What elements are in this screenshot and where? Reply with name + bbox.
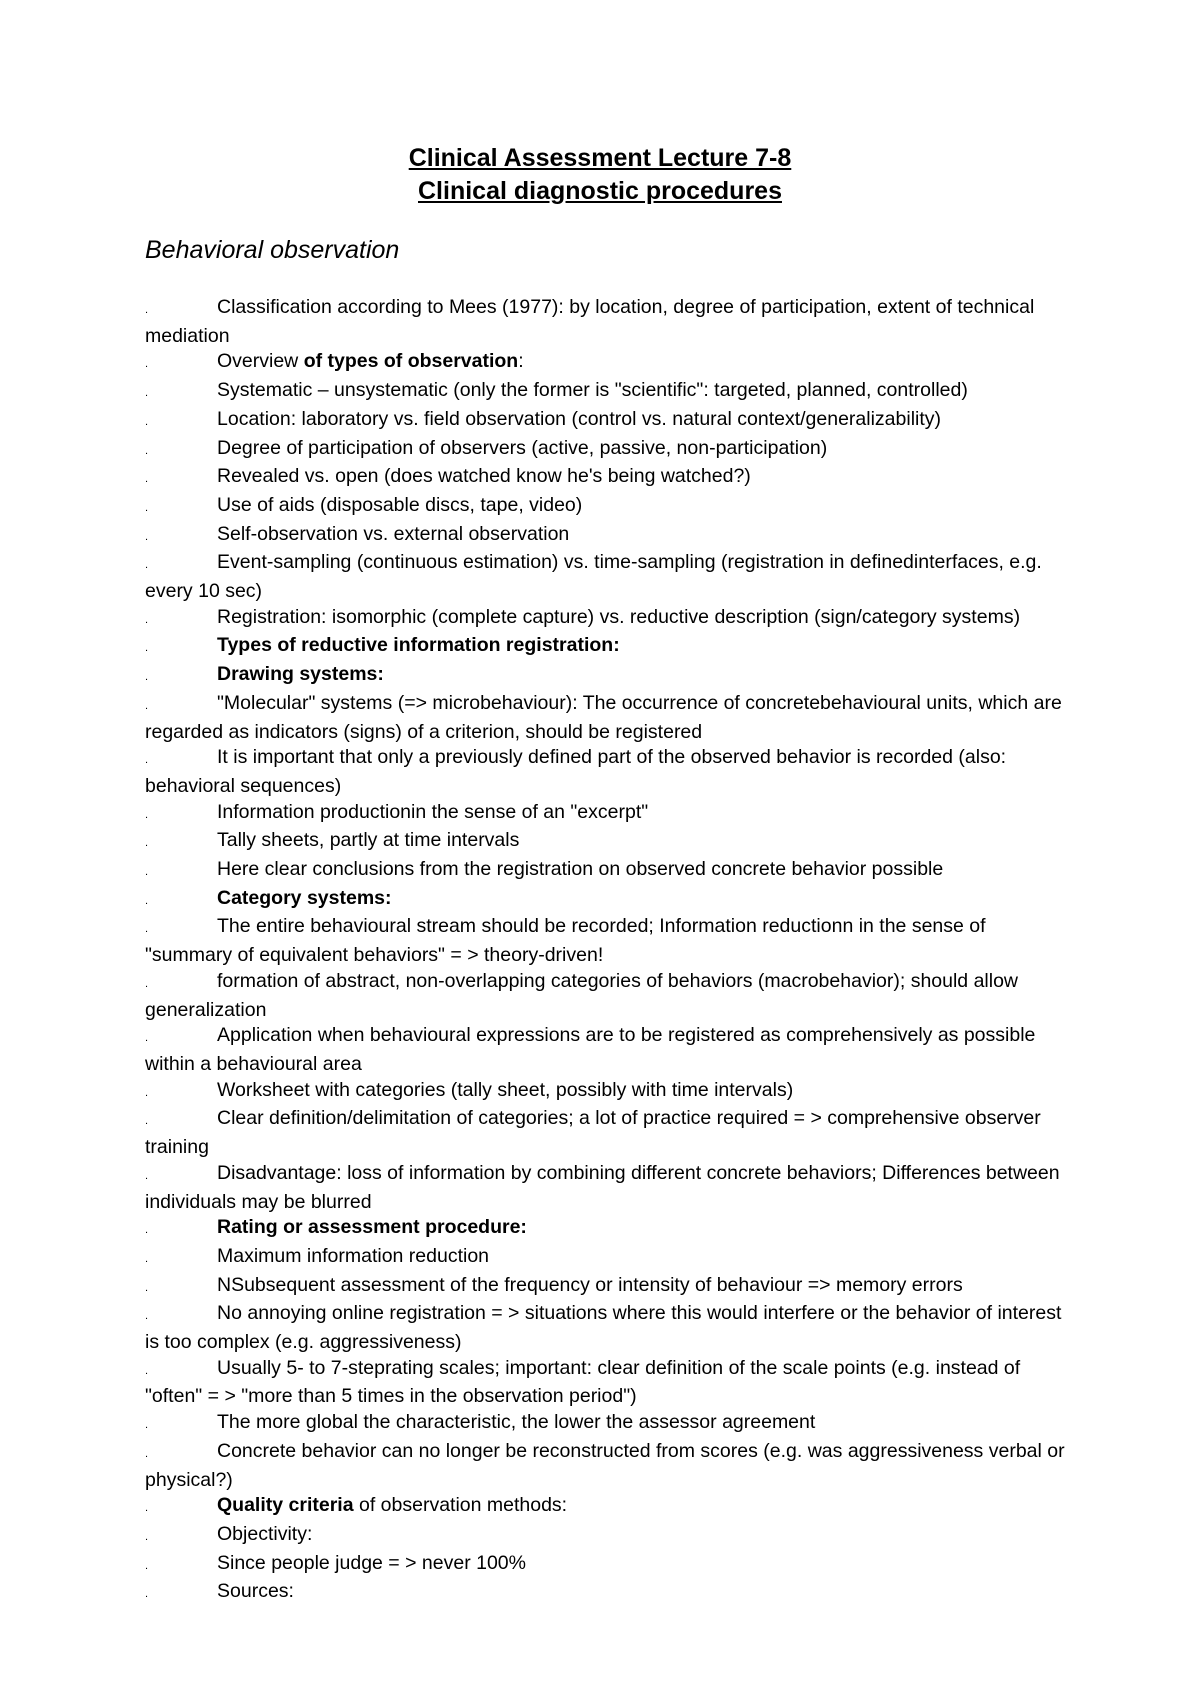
- bullet-marker: .: [145, 671, 149, 684]
- list-item-text: Tally sheets, partly at time intervals: [217, 829, 520, 852]
- list-item-text: formation of abstract, non-overlapping categories of behaviors (macrobehavior); should allow generalization: [145, 969, 1024, 1021]
- list-item: [145, 1439, 1070, 1493]
- list-item: [145, 1579, 1070, 1608]
- list-item: [145, 886, 1070, 915]
- bullet-marker: .: [145, 1115, 149, 1128]
- list-item-text: Revealed vs. open (does watched know he's being watched?): [217, 465, 751, 488]
- list-item: [145, 522, 1070, 551]
- list-item: [145, 800, 1070, 829]
- list-item-text: Usually 5- to 7-steprating scales; important: clear definition of the scale points (e.g. instead of "often" = > "more than 5 times in the observation period"): [145, 1356, 1026, 1408]
- list-item: [145, 1244, 1070, 1273]
- list-item-text: Degree of participation of observers (active, passive, non-participation): [217, 436, 828, 459]
- list-item: [145, 1410, 1070, 1439]
- bullet-marker: .: [145, 642, 149, 655]
- list-item: [145, 745, 1070, 799]
- list-item-text: No annoying online registration = > situations where this would interfere or the behavior of interest is too complex (e.g. aggressiveness): [145, 1302, 1067, 1354]
- list-item-text: The more global the characteristic, the lower the assessor agreement: [217, 1411, 816, 1434]
- bullet-marker: .: [145, 1224, 149, 1237]
- bullet-marker: .: [145, 613, 149, 626]
- list-item: [145, 605, 1070, 634]
- bullet-marker: .: [145, 1086, 149, 1099]
- bullet-marker: .: [145, 1252, 149, 1265]
- bullet-marker: .: [145, 866, 149, 879]
- list-item-text: Overview: [217, 350, 304, 373]
- bullet-marker: .: [145, 415, 149, 428]
- bullet-marker: .: [145, 387, 149, 400]
- bullet-marker: .: [145, 1588, 149, 1601]
- list-item-text: :: [518, 350, 524, 373]
- bullet-marker: .: [145, 1310, 149, 1323]
- list-item-text: It is important that only a previously defined part of the observed behavior is recorded (also: behavioral sequences): [145, 746, 1012, 797]
- list-item-text: Event-sampling (continuous estimation) vs. time-sampling (registration in definedinterfaces, e.g. every 10 sec): [145, 551, 1048, 603]
- list-item-text: Location: laboratory vs. field observation (control vs. natural context/generalizability): [217, 407, 942, 430]
- list-item: [145, 691, 1070, 745]
- list-item: [145, 550, 1070, 604]
- bullet-marker: .: [145, 1447, 149, 1460]
- list-item: [145, 1301, 1070, 1355]
- list-item: [145, 969, 1070, 1023]
- list-item: [145, 378, 1070, 407]
- bullet-marker: .: [145, 837, 149, 850]
- bullet-marker: .: [145, 1364, 149, 1377]
- bullet-marker: .: [145, 559, 149, 572]
- list-item-text: Category systems:: [217, 886, 392, 909]
- bullet-marker: .: [145, 699, 149, 712]
- bullet-marker: .: [145, 1169, 149, 1182]
- list-item-text: Registration: isomorphic (complete capture) vs. reductive description (sign/category systems): [217, 605, 1021, 628]
- list-item-text: Application when behavioural expressions are to be registered as comprehensively as possible within a behavioural area: [145, 1024, 1041, 1075]
- list-item-text: Here clear conclusions from the registration on observed concrete behavior possible: [217, 858, 944, 881]
- bullet-marker: .: [145, 923, 149, 936]
- bullet-marker: .: [145, 530, 149, 543]
- section-heading: Behavioral observation: [145, 236, 400, 264]
- list-item-text: Sources:: [217, 1580, 294, 1603]
- list-item-text: "Molecular" systems (=> microbehaviour): The occurrence of concretebehavioural units, which are regarded as indicators (signs) of a criterion, should be registered: [145, 691, 1068, 743]
- list-item: [145, 436, 1070, 465]
- list-item: [145, 407, 1070, 436]
- bullet-marker: .: [145, 1281, 149, 1294]
- document-subtitle: Clinical diagnostic procedures: [418, 177, 782, 205]
- list-item-text: Concrete behavior can no longer be reconstructed from scores (e.g. was aggressiveness verbal or physical?): [145, 1439, 1071, 1491]
- list-item-text: Use of aids (disposable discs, tape, video): [217, 493, 583, 516]
- title-block: [0, 142, 1200, 208]
- list-item: [145, 633, 1070, 662]
- bullet-marker: .: [145, 808, 149, 821]
- list-item-text: The entire behavioural stream should be recorded; Information reductionn in the sense of "summary of equivalent behaviors" = > theory-driven!: [145, 915, 991, 967]
- list-item: [145, 349, 1070, 378]
- list-item: [145, 1356, 1070, 1410]
- list-item: [145, 1023, 1070, 1077]
- list-item-text: of types of observation: [303, 350, 519, 373]
- list-item: [145, 828, 1070, 857]
- bullet-marker: .: [145, 1419, 149, 1432]
- bullet-marker: .: [145, 473, 149, 486]
- bullet-marker: .: [145, 1530, 149, 1543]
- list-item: [145, 1551, 1070, 1580]
- list-item: [145, 1273, 1070, 1302]
- bullet-marker: .: [145, 501, 149, 514]
- list-item-text: Disadvantage: loss of information by combining different concrete behaviors; Differences between individuals may be blurred: [145, 1161, 1066, 1213]
- list-item-text: Systematic – unsystematic (only the former is "scientific": targeted, planned, controlled): [217, 379, 968, 402]
- list-item-text: Drawing systems:: [217, 663, 384, 686]
- list-item: [145, 1106, 1070, 1160]
- list-item: [145, 857, 1070, 886]
- list-item-text: Information productionin the sense of an "excerpt": [217, 800, 649, 823]
- list-item-text: Types of reductive information registration:: [217, 634, 620, 657]
- bullet-list: [145, 295, 1070, 1608]
- bullet-marker: .: [145, 1032, 149, 1045]
- list-item-text: Since people judge = > never 100%: [217, 1551, 526, 1574]
- list-item: [145, 295, 1070, 349]
- list-item-text: Objectivity:: [217, 1522, 313, 1545]
- list-item: [145, 1522, 1070, 1551]
- list-item: [145, 1161, 1070, 1215]
- list-item: [145, 1215, 1070, 1244]
- list-item-text: Worksheet with categories (tally sheet, possibly with time intervals): [217, 1078, 794, 1101]
- list-item-text: of observation methods:: [353, 1494, 568, 1517]
- bullet-marker: .: [145, 754, 149, 767]
- bullet-marker: .: [145, 1559, 149, 1572]
- bullet-marker: .: [145, 894, 149, 907]
- list-item-text: NSubsequent assessment of the frequency or intensity of behaviour => memory errors: [217, 1273, 963, 1296]
- list-item: [145, 662, 1070, 691]
- list-item-text: Self-observation vs. external observation: [217, 522, 570, 545]
- bullet-marker: .: [145, 977, 149, 990]
- list-item: [145, 464, 1070, 493]
- bullet-marker: .: [145, 1502, 149, 1515]
- list-item-text: Classification according to Mees (1977): by location, degree of participation, extent of technical mediation: [145, 296, 1040, 347]
- list-item: [145, 1078, 1070, 1107]
- list-item-text: Rating or assessment procedure:: [217, 1216, 527, 1239]
- list-item-text: Clear definition/delimitation of categories; a lot of practice required = > comprehensive observer training: [145, 1107, 1047, 1159]
- list-item-text: Maximum information reduction: [217, 1244, 490, 1267]
- bullet-marker: .: [145, 304, 149, 316]
- list-item: [145, 1493, 1070, 1522]
- list-item: [145, 493, 1070, 522]
- bullet-marker: .: [145, 358, 149, 371]
- bullet-marker: .: [145, 444, 149, 457]
- list-item: [145, 914, 1070, 968]
- document-title: Clinical Assessment Lecture 7-8: [408, 144, 792, 172]
- list-item-text: Quality criteria: [217, 1494, 354, 1517]
